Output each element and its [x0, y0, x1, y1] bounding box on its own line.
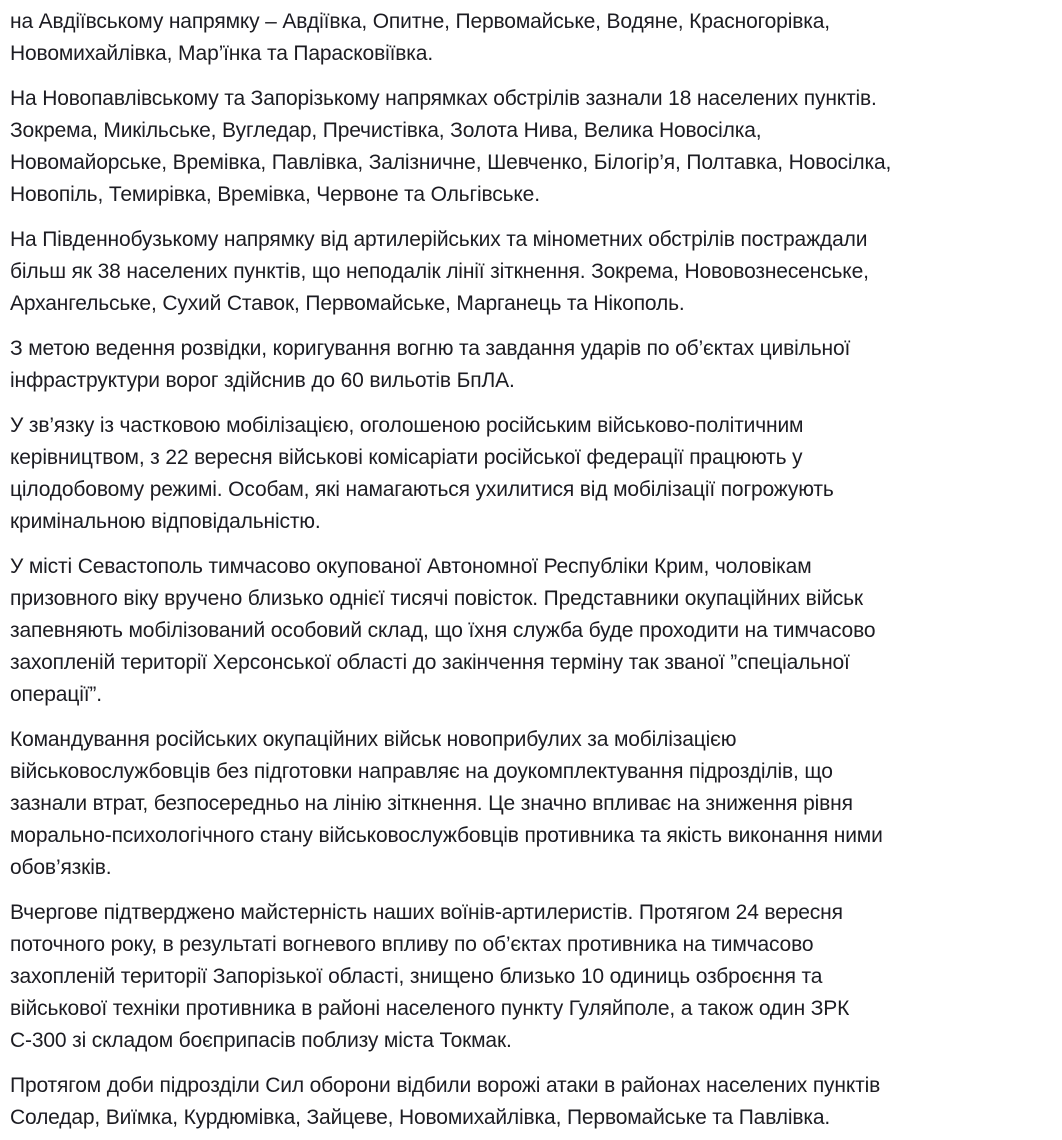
paragraph-novopavlivka-zaporizhzhia-direction [10, 83, 1052, 211]
text-line: З метою ведення розвідки, коригування вогню та завдання ударів по об’єктах цивільної [10, 337, 851, 360]
text-line: На Південнобузькому напрямку від артилерійських та мінометних обстрілів постраждали [10, 228, 868, 251]
text-line: Командування російських окупаційних військ новоприбулих за мобілізацією [10, 728, 737, 751]
paragraph-pivdennyi-buh-direction [10, 224, 1052, 320]
text-line: військовослужбовців без підготовки направляє на доукомплектування підрозділів, що [10, 760, 833, 783]
text-line: захопленій території Запорізької області, знищено близько 10 одиниць озброєння та [10, 965, 823, 988]
text-line: Новомайорське, Времівка, Павлівка, Залізничне, Шевченко, Білогір’я, Полтавка, Новосілка, [10, 151, 892, 174]
text-line: морально-психологічного стану військовослужбовців противника та якість виконання ними [10, 824, 883, 847]
paragraph-sevastopol-summons [10, 551, 1052, 711]
paragraph-mobilization [10, 410, 1052, 538]
text-line: У місті Севастополь тимчасово окупованої Автономної Республіки Крим, чоловікам [10, 555, 812, 578]
text-line: інфраструктури ворог здійснив до 60 вильотів БпЛА. [10, 369, 515, 392]
text-line: Протягом доби підрозділи Сил оборони відбили ворожі атаки в районах населених пунктів [10, 1074, 881, 1097]
text-line: більш як 38 населених пунктів, що неподалік лінії зіткнення. Зокрема, Нововознесенське, [10, 260, 869, 283]
paragraph-avdiivka-direction [10, 6, 1052, 70]
text-line: Новопіль, Темирівка, Времівка, Червоне та Ольгівське. [10, 183, 540, 206]
text-line: захопленій території Херсонської області до закінчення терміну так званої ”спеціальної [10, 651, 850, 674]
text-line: цілодобовому режимі. Особам, які намагаються ухилитися від мобілізації погрожують [10, 478, 834, 501]
text-line: операції”. [10, 683, 102, 706]
text-line: поточного року, в результаті вогневого впливу по об’єктах противника на тимчасово [10, 933, 814, 956]
text-line: призовного віку вручено близько однієї тисячі повісток. Представники окупаційних військ [10, 587, 863, 610]
text-line: Архангельське, Сухий Ставок, Первомайське, Марганець та Нікополь. [10, 292, 685, 315]
text-line: військової техніки противника в районі населеного пункту Гуляйполе, а також один ЗРК [10, 997, 850, 1020]
paragraph-artillery-results [10, 897, 1052, 1057]
text-line: Вчергове підтверджено майстерність наших воїнів-артилеристів. Протягом 24 вересня [10, 901, 843, 924]
text-line: Зокрема, Микільське, Вугледар, Пречистівка, Золота Нива, Велика Новосілка, [10, 119, 762, 142]
text-line: керівництвом, з 22 вересня військові комісаріати російської федерації працюють у [10, 446, 803, 469]
text-line: У зв’язку із частковою мобілізацією, оголошеною російським військово-політичним [10, 414, 804, 437]
text-line: Соледар, Виїмка, Курдюмівка, Зайцеве, Новомихайлівка, Первомайське та Павлівка. [10, 1106, 831, 1129]
text-line: кримінальною відповідальністю. [10, 510, 321, 533]
text-line: С-300 зі складом боєприпасів поблизу міста Токмак. [10, 1029, 512, 1052]
text-line: обов’язків. [10, 856, 112, 879]
text-line: на Авдіївському напрямку – Авдіївка, Опитне, Первомайське, Водяне, Красногорівка, [10, 10, 830, 33]
text-line: На Новопавлівському та Запорізькому напрямках обстрілів зазнали 18 населених пунктів. [10, 87, 877, 110]
text-line: зазнали втрат, безпосередньо на лінію зіткнення. Це значно впливає на зниження рівня [10, 792, 853, 815]
paragraph-command-reinforcements [10, 724, 1052, 884]
text-line: запевняють мобілізований особовий склад, що їхня служба буде проходити на тимчасово [10, 619, 876, 642]
text-line: Новомихайлівка, Мар’їнка та Парасковіївка. [10, 42, 434, 65]
paragraph-repelled-attacks [10, 1070, 1052, 1134]
paragraph-uav-sorties [10, 333, 1052, 397]
